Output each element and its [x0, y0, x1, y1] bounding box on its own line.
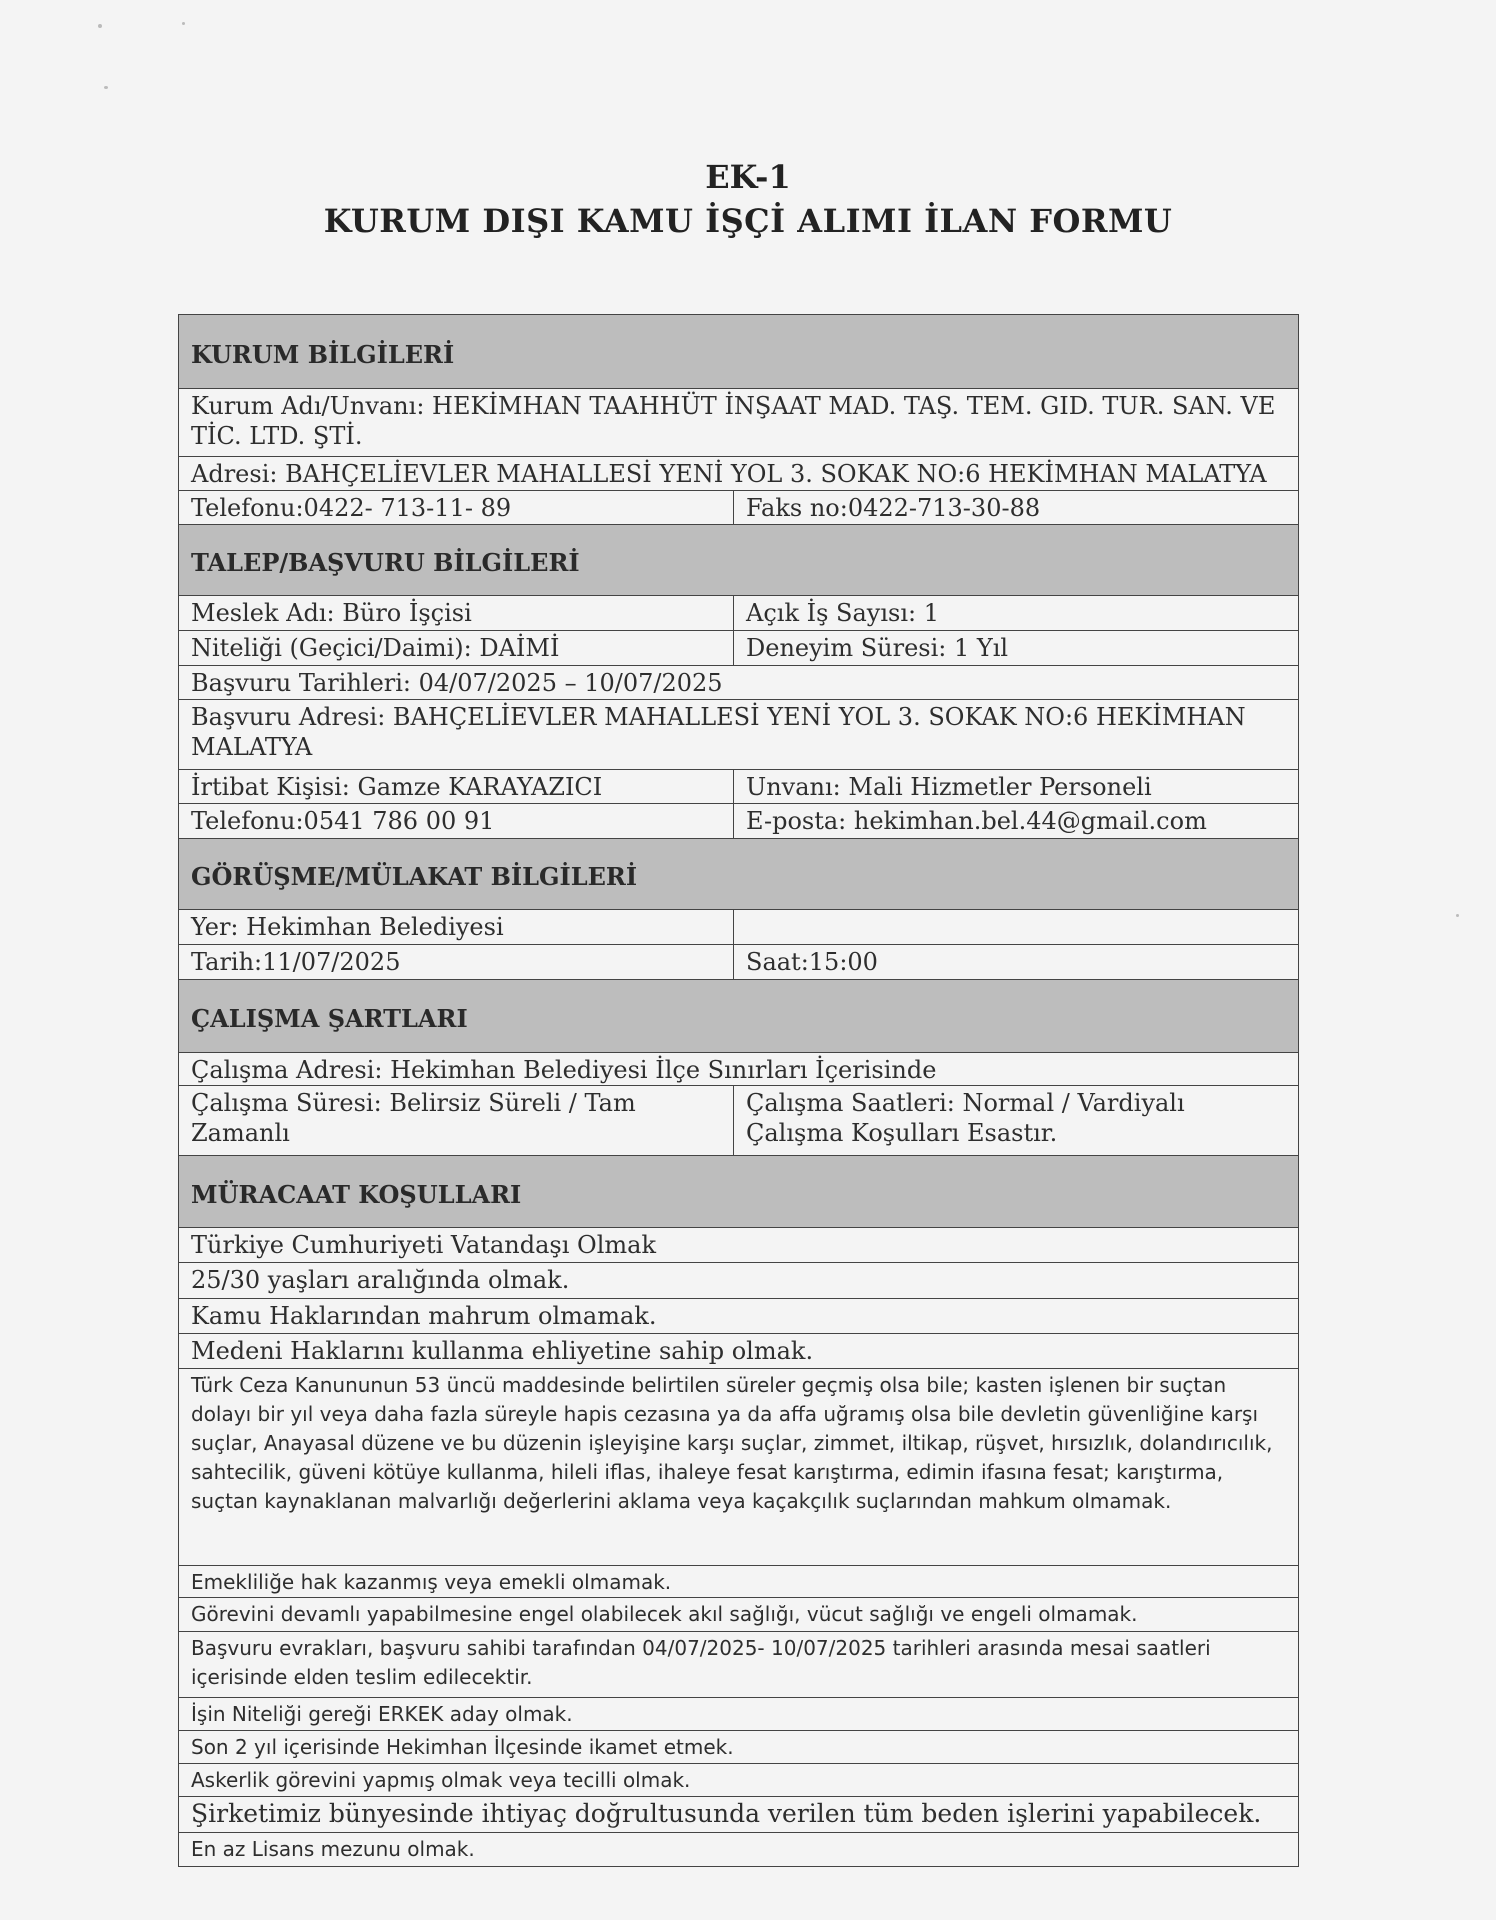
kosul-item: Askerlik görevini yapmış olmak veya tecilli olmak. — [179, 1764, 1299, 1797]
kosul-item: Kamu Haklarından mahrum olmamak. — [179, 1299, 1299, 1334]
kosul-item: En az Lisans mezunu olmak. — [179, 1833, 1299, 1867]
form-annex-label: EK-1 — [705, 158, 791, 196]
kosul-item: Şirketimiz bünyesinde ihtiyaç doğrultusunda verilen tüm beden işlerini yapabilecek. — [179, 1797, 1299, 1833]
kurum-adi: Kurum Adı/Unvanı: HEKİMHAN TAAHHÜT İNŞAAT MAD. TAŞ. TEM. GID. TUR. SAN. VE TİC. LTD. ŞTİ. — [179, 389, 1299, 457]
kosul-item: Başvuru evrakları, başvuru sahibi tarafından 04/07/2025- 10/07/2025 tarihleri arasında mesai saatleri içerisinde elden teslim edilecektir. — [179, 1632, 1299, 1698]
section-header-talep: TALEP/BAŞVURU BİLGİLERİ — [179, 525, 1299, 596]
irtibat-eposta: E-posta: hekimhan.bel.44@gmail.com — [734, 804, 1299, 839]
kosul-item: 25/30 yaşları aralığında olmak. — [179, 1263, 1299, 1299]
gorusme-tarih: Tarih:11/07/2025 — [179, 945, 734, 980]
kurum-telefon: Telefonu:0422- 713-11- 89 — [179, 491, 734, 525]
form-title: KURUM DIŞI KAMU İŞÇİ ALIMI İLAN FORMU — [323, 202, 1173, 240]
scan-speck — [182, 22, 185, 25]
meslek-adi: Meslek Adı: Büro İşçisi — [179, 596, 734, 631]
niteligi: Niteliği (Geçici/Daimi): DAİMİ — [179, 631, 734, 666]
kosul-item: İşin Niteliği gereği ERKEK aday olmak. — [179, 1698, 1299, 1731]
kurum-adres: Adresi: BAHÇELİEVLER MAHALLESİ YENİ YOL 3. SOKAK NO:6 HEKİMHAN MALATYA — [179, 457, 1299, 491]
kosul-item: Medeni Haklarını kullanma ehliyetine sahip olmak. — [179, 1334, 1299, 1369]
scan-speck — [98, 24, 102, 28]
kosul-item: Görevini devamlı yapabilmesine engel olabilecek akıl sağlığı, vücut sağlığı ve engeli olmamak. — [179, 1598, 1299, 1632]
gorusme-yer: Yer: Hekimhan Belediyesi — [179, 910, 734, 945]
irtibat-unvani: Unvanı: Mali Hizmetler Personeli — [734, 770, 1299, 804]
gorusme-yer-empty — [734, 910, 1299, 945]
calisma-adresi: Çalışma Adresi: Hekimhan Belediyesi İlçe Sınırları İçerisinde — [179, 1053, 1299, 1086]
section-header-muracaat: MÜRACAAT KOŞULLARI — [179, 1156, 1299, 1228]
calisma-saatleri: Çalışma Saatleri: Normal / Vardiyalı Çalışma Koşulları Esastır. — [734, 1086, 1299, 1156]
deneyim-suresi: Deneyim Süresi: 1 Yıl — [734, 631, 1299, 666]
acik-is-sayisi: Açık İş Sayısı: 1 — [734, 596, 1299, 631]
calisma-suresi: Çalışma Süresi: Belirsiz Süreli / Tam Zamanlı — [179, 1086, 734, 1156]
kurum-faks: Faks no:0422-713-30-88 — [734, 491, 1299, 525]
section-header-calisma: ÇALIŞMA ŞARTLARI — [179, 980, 1299, 1053]
kosul-item: Son 2 yıl içerisinde Hekimhan İlçesinde ikamet etmek. — [179, 1731, 1299, 1764]
scan-speck — [104, 86, 108, 89]
kosul-item: Türk Ceza Kanununun 53 üncü maddesinde belirtilen süreler geçmiş olsa bile; kasten işlenen bir suçtan dolayı bir yıl veya daha fazla süreyle hapis cezasına ya da affa uğramış olsa bile devletin güvenliğine karşı suçlar, Anayasal düzene ve bu düzenin işleyişine karşı suçlar, zimmet, iltikap, rüşvet, hırsızlık, dolandırıcılık, sahtecilik, güveni kötüye kullanma, hileli iflas, ihaleye fesat karıştırma, edimin ifasına fesat; karıştırma, suçtan kaynaklanan malvarlığı değerlerini aklama veya kaçakçılık suçlarından mahkum olmamak. — [179, 1369, 1299, 1566]
basvuru-adresi: Başvuru Adresi: BAHÇELİEVLER MAHALLESİ YENİ YOL 3. SOKAK NO:6 HEKİMHAN MALATYA — [179, 700, 1299, 770]
section-header-gorusme: GÖRÜŞME/MÜLAKAT BİLGİLERİ — [179, 839, 1299, 910]
gorusme-saat: Saat:15:00 — [734, 945, 1299, 980]
section-header-kurum: KURUM BİLGİLERİ — [179, 315, 1299, 389]
application-form-table — [178, 314, 1299, 1867]
irtibat-kisisi: İrtibat Kişisi: Gamze KARAYAZICI — [179, 770, 734, 804]
scan-speck — [1456, 914, 1459, 917]
basvuru-tarihleri: Başvuru Tarihleri: 04/07/2025 – 10/07/2025 — [179, 666, 1299, 700]
kosul-item: Emekliliğe hak kazanmış veya emekli olmamak. — [179, 1566, 1299, 1598]
irtibat-telefon: Telefonu:0541 786 00 91 — [179, 804, 734, 839]
kosul-item: Türkiye Cumhuriyeti Vatandaşı Olmak — [179, 1228, 1299, 1263]
